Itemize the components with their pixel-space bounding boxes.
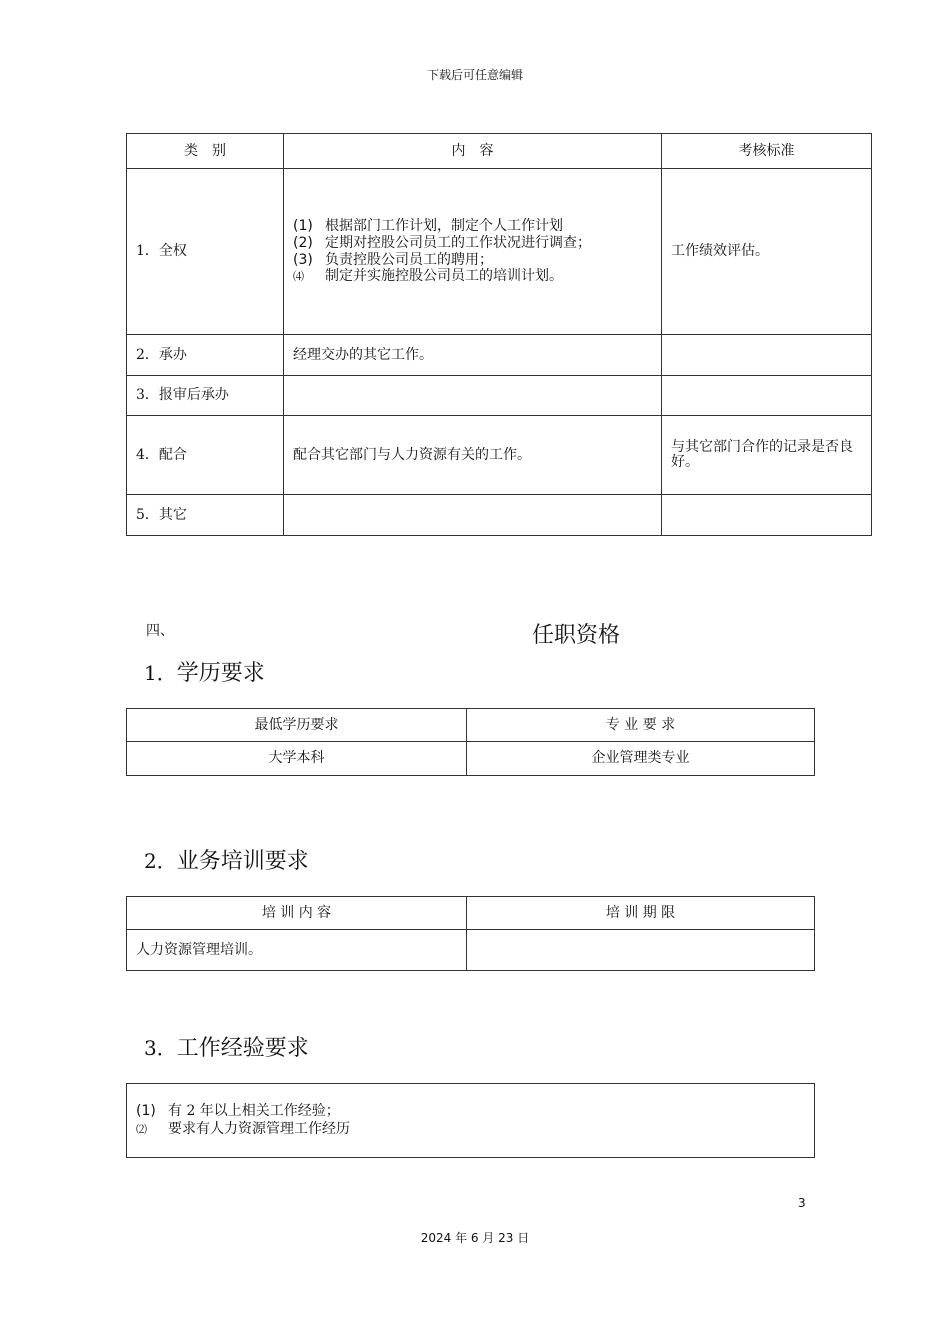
page-number: 3 [798, 1196, 806, 1210]
table-row [127, 416, 872, 495]
content-cell: 配合其它部门与人力资源有关的工作。 [284, 416, 662, 495]
table-row [127, 335, 872, 376]
heading-number: 3． [144, 1036, 177, 1060]
item-text: 有 2 年以上相关工作经验； [168, 1103, 340, 1119]
content-cell [284, 169, 662, 335]
list-item [136, 1103, 805, 1121]
category-cell: 2．承办 [127, 335, 284, 376]
heading-number: 1． [144, 661, 177, 685]
major-cell: 企业管理类专业 [467, 742, 815, 776]
category-cell: 4．配合 [127, 416, 284, 495]
column-header-min-education: 最低学历要求 [127, 709, 467, 742]
standard-cell: 工作绩效评估。 [662, 169, 872, 335]
table-row [127, 495, 872, 536]
footer-date: 2024 年 6 月 23 日 [420, 1231, 530, 1245]
content-cell: 经理交办的其它工作。 [284, 335, 662, 376]
table-header-row [127, 134, 872, 169]
category-cell: 3．报审后承办 [127, 376, 284, 416]
standard-cell [662, 376, 872, 416]
item-text: 定期对控股公司员工的工作状况进行调查； [325, 234, 591, 251]
list-item [293, 252, 652, 269]
table-row [127, 1084, 815, 1158]
item-number: (1) [136, 1103, 156, 1119]
item-text: 根据部门工作计划，制定个人工作计划 [325, 217, 563, 234]
standard-cell: 与其它部门合作的记录是否良好。 [662, 416, 872, 495]
content-cell [284, 495, 662, 536]
education-heading [144, 656, 265, 687]
column-header-standard: 考核标准 [662, 134, 872, 169]
list-item [293, 235, 652, 252]
list-item [293, 218, 652, 235]
training-heading [144, 844, 309, 875]
item-number: ⑵ [136, 1122, 147, 1136]
table-row [127, 930, 815, 971]
column-header-content: 内 容 [284, 134, 662, 169]
section-title: 任职资格 [532, 623, 621, 648]
duties-table [126, 133, 872, 536]
experience-box [126, 1083, 815, 1158]
category-cell: 1．全权 [127, 169, 284, 335]
table-header-row [127, 709, 815, 742]
item-text: 制定并实施控股公司员工的培训计划。 [325, 268, 563, 285]
heading-number: 2． [144, 849, 177, 873]
column-header-training-period: 培 训 期 限 [467, 897, 815, 930]
table-row [127, 742, 815, 776]
education-cell: 大学本科 [127, 742, 467, 776]
category-cell: 5．其它 [127, 495, 284, 536]
training-content-cell: 人力资源管理培训。 [127, 930, 467, 971]
experience-cell [127, 1084, 815, 1158]
section-number: 四、 [146, 623, 174, 639]
training-table [126, 896, 815, 971]
item-number: (1) [293, 217, 313, 234]
standard-cell [662, 495, 872, 536]
standard-cell [662, 335, 872, 376]
heading-text: 业务培训要求 [176, 849, 309, 874]
table-row [127, 169, 872, 335]
item-number: (2) [293, 234, 313, 251]
duty-list [293, 218, 652, 285]
item-text: 要求有人力资源管理工作经历 [168, 1120, 350, 1137]
list-item [136, 1121, 805, 1139]
heading-text: 学历要求 [176, 661, 265, 686]
experience-heading [144, 1031, 309, 1062]
list-item [293, 268, 652, 285]
page-header: 下载后可任意编辑 [426, 68, 523, 82]
table-row [127, 376, 872, 416]
heading-text: 工作经验要求 [176, 1036, 309, 1061]
column-header-training-content: 培 训 内 容 [127, 897, 467, 930]
education-table [126, 708, 815, 776]
table-header-row [127, 897, 815, 930]
column-header-category: 类 别 [127, 134, 284, 169]
experience-list [136, 1103, 805, 1138]
item-text: 负责控股公司员工的聘用； [325, 251, 493, 268]
column-header-major: 专 业 要 求 [467, 709, 815, 742]
item-number: (3) [293, 251, 313, 268]
content-cell [284, 376, 662, 416]
item-number: ⑷ [293, 270, 304, 284]
training-period-cell [467, 930, 815, 971]
